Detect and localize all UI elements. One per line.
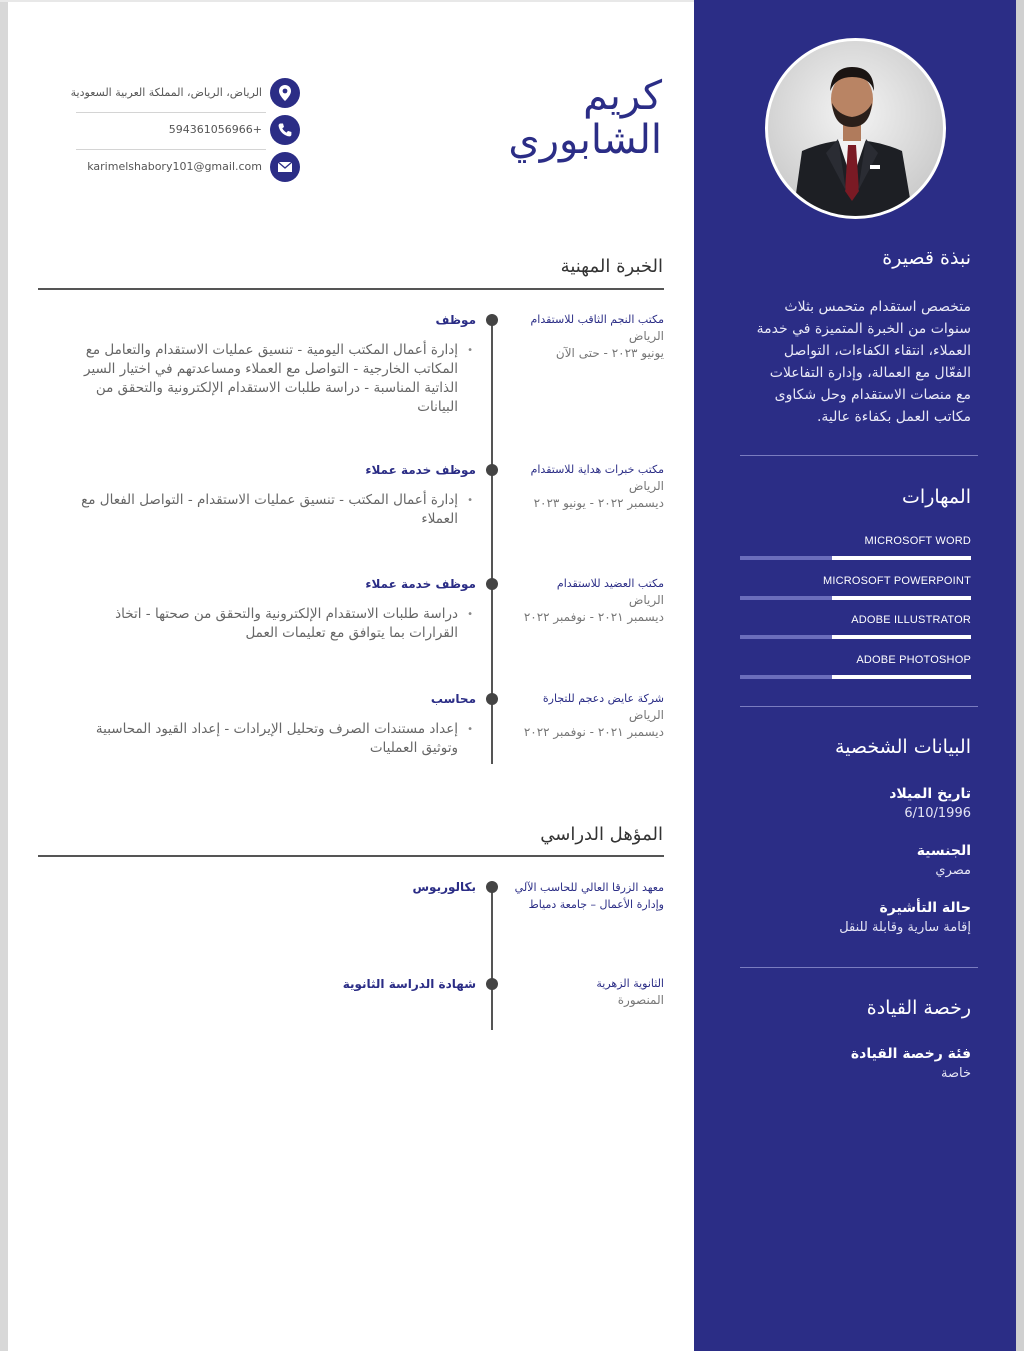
skill-label: ADOBE ILLUSTRATOR (851, 614, 971, 626)
skill-bar-fill (832, 596, 971, 600)
name-last: الشابوري (508, 117, 662, 163)
skill-bar-fill (832, 556, 971, 560)
person-portrait-icon (765, 41, 943, 219)
employment-dates: ديسمبر ٢٠٢١ - نوفمبر ٢٠٢٢ (523, 725, 664, 739)
page-edge-right (1016, 0, 1024, 1351)
skill-bar (740, 675, 971, 679)
visa-status-label: حالة التأشيرة (879, 900, 971, 916)
contact-divider (76, 149, 266, 150)
institution-line: وإدارة الأعمال – جامعة دمياط (528, 898, 664, 911)
skill-bar-fill (832, 635, 971, 639)
skill-bar (740, 556, 971, 560)
license-title: رخصة القيادة (866, 997, 971, 1019)
visa-status-value: إقامة سارية وقابلة للنقل (839, 920, 971, 935)
section-rule (38, 855, 664, 857)
email-text[interactable]: karimelshabory101@gmail.com (87, 160, 262, 173)
skills-title: المهارات (902, 486, 971, 508)
timeline-dot (486, 314, 498, 326)
about-line: العملاء، انتقاء الكفاءات، التواصل (783, 343, 971, 359)
description-line: إدارة أعمال المكتب اليومية - تنسيق عمليات الاستقدام والتعامل مع (85, 342, 458, 358)
about-text (741, 296, 971, 428)
address-text: الرياض، الرياض، المملكة العربية السعودية (70, 86, 262, 99)
institution-location: المنصورة (617, 993, 664, 1007)
sidebar-divider (740, 455, 978, 456)
name-first: كريم (583, 73, 662, 119)
candidate-name (508, 74, 662, 162)
employment-dates: يونيو ٢٠٢٣ - حتى الآن (555, 346, 664, 360)
skill-label: MICROSOFT POWERPOINT (822, 575, 971, 587)
timeline-dot (486, 693, 498, 705)
contact-email (44, 152, 300, 184)
employer-name: مكتب النجم الثاقب للاستقدام (530, 313, 664, 326)
employer-location: الرياض (628, 593, 664, 607)
description-line: وتوثيق العمليات (369, 740, 458, 756)
bullet-icon: • (467, 495, 473, 506)
bullet-icon: • (467, 724, 473, 735)
employer-name: مكتب العضيد للاستقدام (556, 577, 664, 590)
contact-phone (44, 115, 300, 147)
description-line: البيانات (417, 399, 458, 415)
institution-name (515, 879, 664, 913)
description-line: القرارات بما يتوافق مع تعليمات العمل (245, 625, 458, 641)
description-line: دراسة طلبات الاستقدام الإلكترونية والتحقق من صحتها - اتخاذ (115, 606, 458, 622)
job-title: موظف خدمة عملاء (365, 577, 476, 591)
page-edge-top (0, 0, 694, 2)
employer-location: الرياض (628, 329, 664, 343)
employer-location: الرياض (628, 708, 664, 722)
job-title: محاسب (430, 692, 476, 706)
employment-dates: ديسمبر ٢٠٢١ - نوفمبر ٢٠٢٢ (523, 610, 664, 624)
license-category-label: فئة رخصة القيادة (850, 1046, 971, 1062)
phone-text[interactable]: +594361056966 (168, 123, 262, 136)
sidebar (694, 0, 1016, 1351)
timeline-dot (486, 578, 498, 590)
contact-divider (76, 112, 266, 113)
bullet-icon: • (467, 345, 473, 356)
skill-bar-fill (832, 675, 971, 679)
about-title: نبذة قصيرة (882, 247, 971, 269)
employment-dates: ديسمبر ٢٠٢٢ - يونيو ٢٠٢٣ (533, 496, 664, 510)
birthdate-value: 6/10/1996 (904, 806, 971, 821)
description-line: الذاتية المناسبة - دراسة طلبات الاستقدام الإلكترونية والتحقق من (95, 380, 458, 396)
about-line: الفعّال مع العمالة، وإدارة التفاعلات (769, 365, 971, 381)
employer-location: الرياض (628, 479, 664, 493)
timeline-dot (486, 464, 498, 476)
about-line: مع منصات الاستقدام وحل شكاوى (774, 387, 971, 403)
sidebar-divider (740, 706, 978, 707)
job-description (42, 341, 458, 417)
skill-bar (740, 635, 971, 639)
employer-name: مكتب خبرات هداية للاستقدام (530, 463, 664, 476)
phone-icon (270, 115, 300, 145)
bullet-icon: • (467, 609, 473, 620)
education-timeline (491, 887, 493, 1030)
employer-name: شركة عايض دعجم للتجارة (542, 692, 664, 705)
page-edge-left (0, 0, 8, 1351)
timeline-dot (486, 978, 498, 990)
degree-title: بكالوريوس (412, 880, 476, 894)
location-pin-icon (270, 78, 300, 108)
job-description (42, 720, 458, 758)
birthdate-label: تاريخ الميلاد (889, 786, 971, 802)
sidebar-divider (740, 967, 978, 968)
description-line: إدارة أعمال المكتب - تنسيق عمليات الاستقدام - التواصل الفعال مع (81, 492, 458, 508)
job-title: موظف (435, 313, 476, 327)
about-line: متخصص استقدام متحمس بثلاث (784, 299, 971, 315)
job-description (42, 491, 458, 529)
about-line: مكاتب العمل بكفاءة عالية. (816, 409, 971, 425)
job-title: موظف خدمة عملاء (365, 463, 476, 477)
skill-label: ADOBE PHOTOSHOP (856, 654, 971, 666)
license-category-value: خاصة (940, 1066, 971, 1081)
envelope-icon (270, 152, 300, 182)
job-description (42, 605, 458, 643)
institution-line: معهد الزرقا العالي للحاسب الآلي (514, 881, 664, 894)
description-line: إعداد مستندات الصرف وتحليل الإيرادات - إعداد القيود المحاسبية (95, 721, 458, 737)
nationality-label: الجنسية (916, 843, 971, 859)
skill-bar (740, 596, 971, 600)
degree-title: شهادة الدراسة الثانوية (342, 977, 476, 991)
contact-address (44, 78, 300, 110)
experience-title: الخبرة المهنية (560, 256, 663, 277)
profile-photo (765, 38, 946, 219)
description-line: المكاتب الخارجية - التواصل مع العملاء ومساعدتهم في اختيار السير (84, 361, 458, 377)
nationality-value: مصري (935, 863, 971, 878)
education-title: المؤهل الدراسي (540, 824, 663, 845)
timeline-dot (486, 881, 498, 893)
institution-name: الثانوية الزهرية (596, 977, 664, 990)
description-line: العملاء (421, 511, 458, 527)
about-line: سنوات من الخبرة المتميزة في خدمة (756, 321, 971, 337)
skill-label: MICROSOFT WORD (864, 535, 971, 547)
section-rule (38, 288, 664, 290)
personal-title: البيانات الشخصية (834, 736, 971, 758)
